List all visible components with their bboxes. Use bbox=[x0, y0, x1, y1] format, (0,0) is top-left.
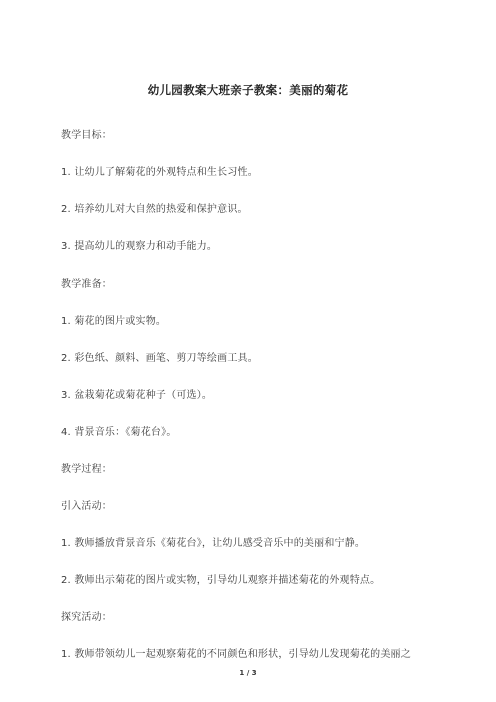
prep-item-4: 4. 背景音乐：《菊花台》。 bbox=[61, 427, 177, 438]
prep-item-2: 2. 彩色纸、颜料、画笔、剪刀等绘画工具。 bbox=[61, 353, 258, 364]
document-title: 幼儿园教案大班亲子教案：美丽的菊花 bbox=[147, 83, 349, 97]
section-heading-goals: 教学目标： bbox=[61, 130, 112, 141]
subheading-explore-activity: 探究活动： bbox=[61, 612, 112, 623]
page-number: 1 / 3 bbox=[239, 669, 257, 677]
intro-item-1: 1. 教师播放背景音乐《菊花台》，让幼儿感受音乐中的美丽和宁静。 bbox=[61, 538, 366, 549]
explore-item-1: 1. 教师带领幼儿一起观察菊花的不同颜色和形状，引导幼儿发现菊花的美丽之 bbox=[61, 649, 411, 660]
section-heading-preparation: 教学准备： bbox=[61, 279, 112, 290]
goal-item-2: 2. 培养幼儿对大自然的热爱和保护意识。 bbox=[61, 204, 248, 215]
prep-item-1: 1. 菊花的图片或实物。 bbox=[61, 316, 167, 327]
prep-item-3: 3. 盆栽菊花或菊花种子（可选）。 bbox=[61, 390, 213, 401]
subheading-intro-activity: 引入活动： bbox=[61, 501, 112, 512]
goal-item-1: 1. 让幼儿了解菊花的外观特点和生长习性。 bbox=[61, 167, 258, 178]
goal-item-3: 3. 提高幼儿的观察力和动手能力。 bbox=[61, 241, 218, 252]
intro-item-2: 2. 教师出示菊花的图片或实物，引导幼儿观察并描述菊花的外观特点。 bbox=[61, 575, 381, 586]
section-heading-process: 教学过程： bbox=[61, 464, 112, 475]
